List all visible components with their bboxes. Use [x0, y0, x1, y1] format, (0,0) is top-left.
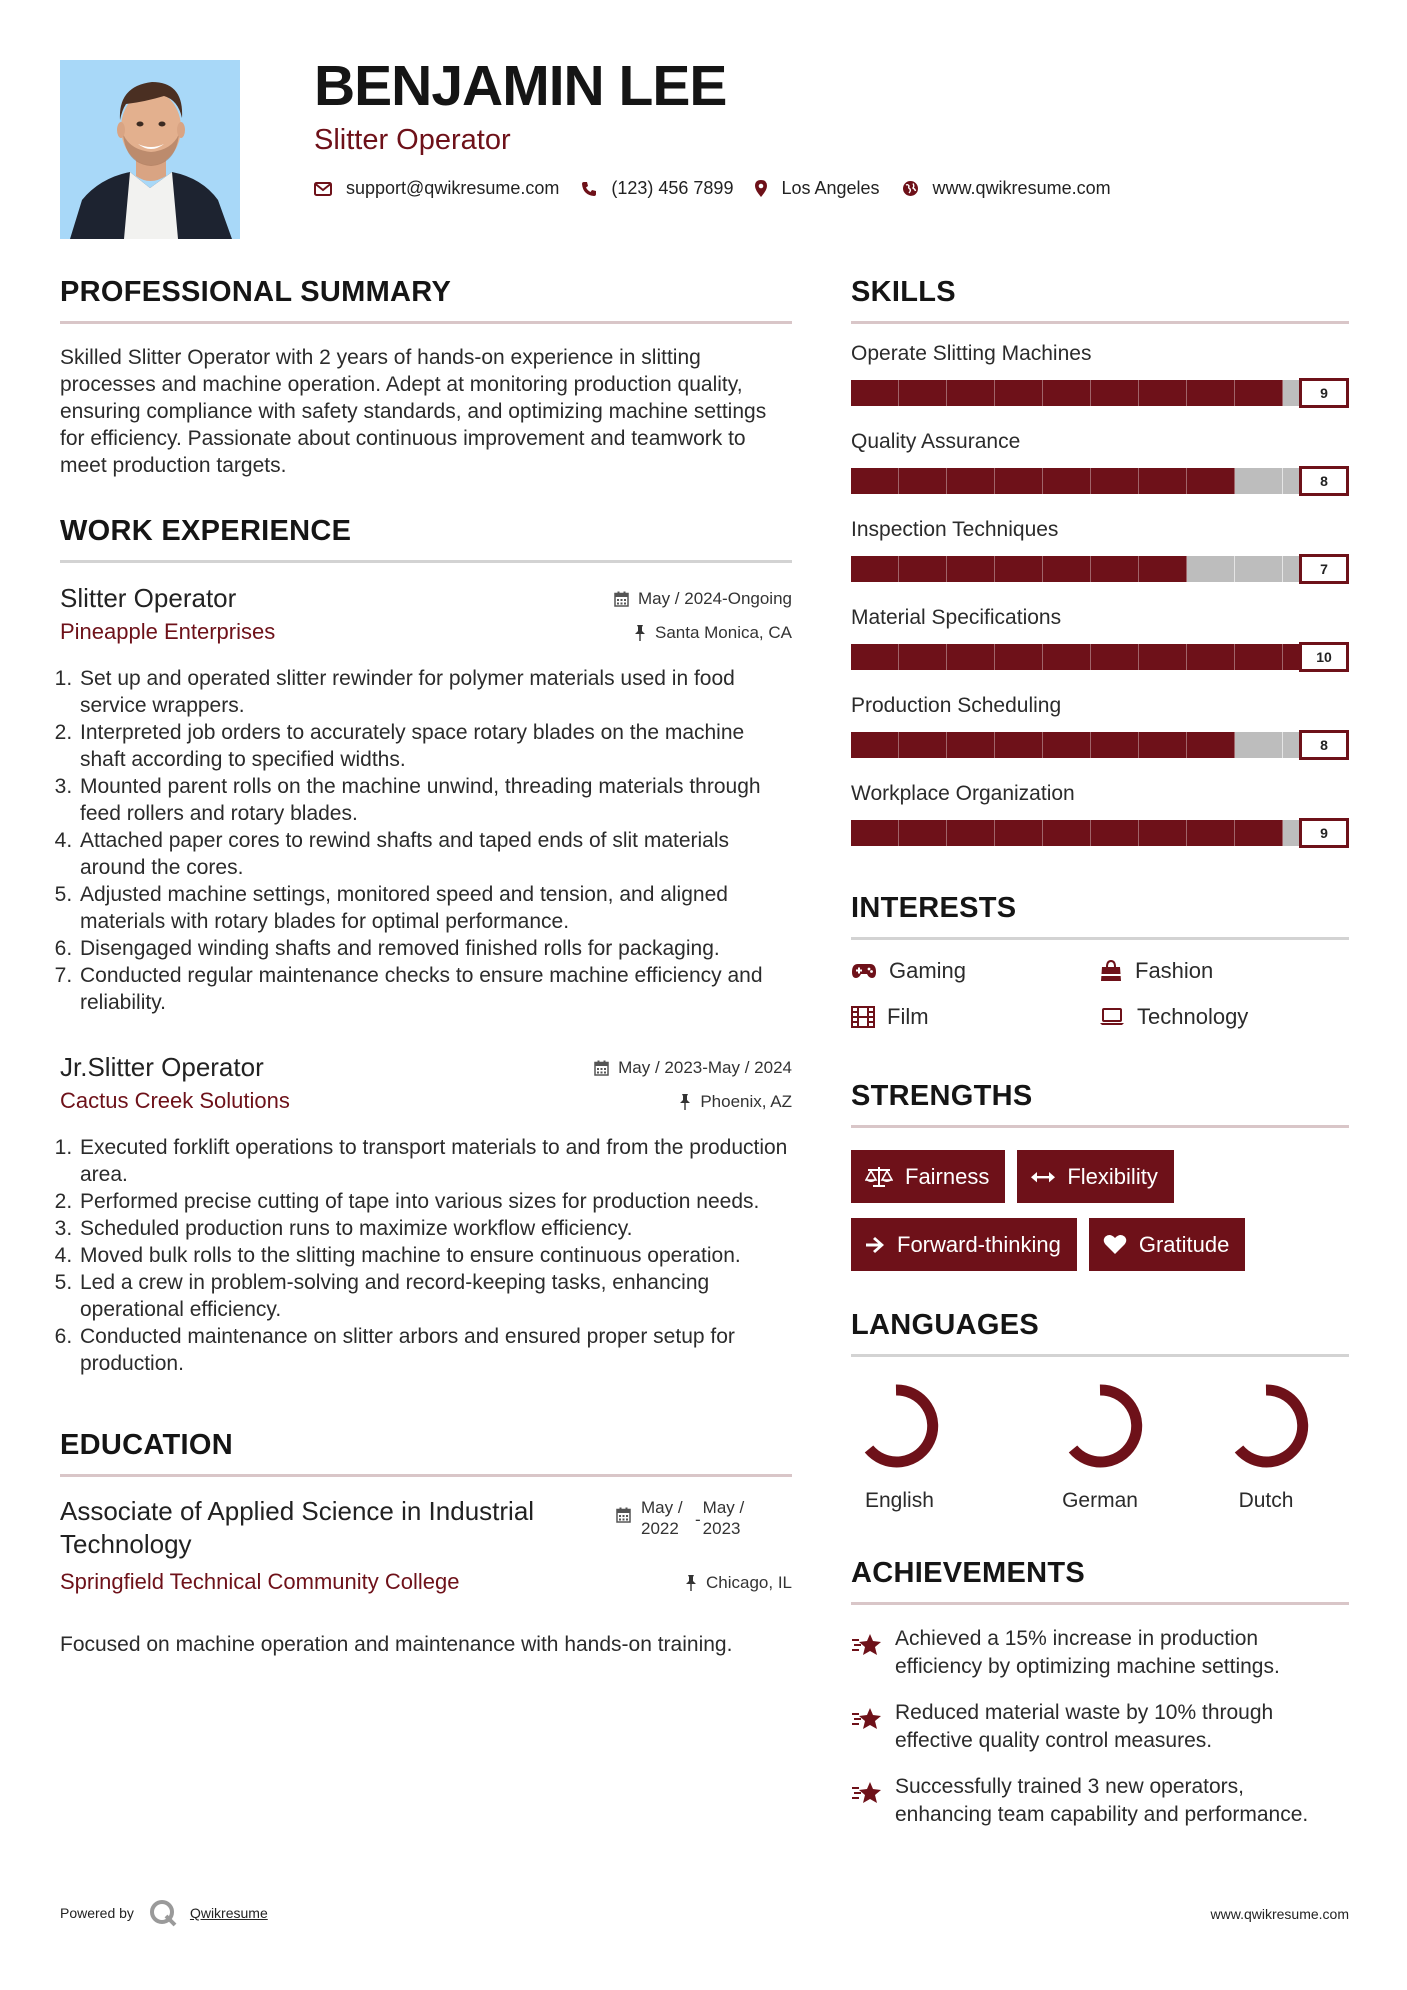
skills-list — [851, 342, 1349, 848]
strengths-section — [851, 1080, 1349, 1271]
duty-item: 5. Adjusted machine settings, monitored speed and tension, and aligned materials with rotary blades for optimal performance. — [78, 881, 792, 935]
education-description: Focused on machine operation and maintenance with hands-on training. — [60, 1633, 733, 1656]
start-year: 2022 — [641, 1519, 679, 1538]
languages-heading: LANGUAGES — [851, 1309, 1039, 1341]
skill-segment — [995, 468, 1043, 494]
skill-segment — [1235, 644, 1283, 670]
skill-segment — [1043, 644, 1091, 670]
skill-bar — [851, 730, 1349, 760]
skill-segment — [1187, 556, 1235, 582]
profile-photo — [60, 60, 240, 239]
skill-segment — [1091, 468, 1139, 494]
skill-track — [851, 820, 1331, 846]
job-date — [614, 589, 792, 609]
skill-bar — [851, 466, 1349, 496]
interest-item — [851, 1004, 1099, 1030]
skill-segment — [851, 380, 899, 406]
skill-segment — [1187, 820, 1235, 846]
skill-segment — [995, 732, 1043, 758]
skill-segment — [1235, 468, 1283, 494]
skill-name: Material Specifications — [851, 606, 1062, 629]
interest-label: Gaming — [889, 958, 967, 983]
shooting-star-icon — [851, 1631, 883, 1657]
skill-name: Quality Assurance — [851, 430, 1021, 453]
skill-segment — [851, 732, 899, 758]
interest-item — [851, 958, 1099, 984]
skill-level-badge: 8 — [1299, 466, 1349, 496]
strength-tag — [851, 1150, 1005, 1203]
skill-segment — [995, 820, 1043, 846]
skill-segment — [1139, 380, 1187, 406]
skill-item — [851, 606, 1349, 672]
duty-item: 3. Scheduled production runs to maximize workflow efficiency. — [78, 1215, 792, 1242]
skill-segment — [1139, 468, 1187, 494]
arrow-right-icon — [865, 1236, 885, 1254]
summary-section — [60, 276, 792, 479]
envelope-icon — [314, 182, 332, 196]
section-divider — [851, 321, 1349, 324]
strength-label: Fairness — [905, 1163, 990, 1189]
skill-segment — [1187, 380, 1235, 406]
education-date — [616, 1497, 744, 1539]
skill-segment — [947, 820, 995, 846]
skill-segment — [1139, 820, 1187, 846]
skill-segment — [899, 468, 947, 494]
job-company: Cactus Creek Solutions — [60, 1088, 290, 1113]
qwikresume-logo-icon — [148, 1898, 178, 1928]
school-name: Springfield Technical Community College — [60, 1569, 460, 1594]
interest-label: Film — [887, 1004, 929, 1029]
duty-item: 6. Disengaged winding shafts and removed finished rolls for packaging. — [78, 935, 792, 962]
strength-label: Gratitude — [1138, 1231, 1230, 1257]
shooting-star-icon — [851, 1705, 883, 1731]
pushpin-icon — [679, 1094, 691, 1110]
strengths-heading: STRENGTHS — [851, 1080, 1033, 1112]
skill-segment — [1235, 380, 1283, 406]
skill-name: Inspection Techniques — [851, 518, 1059, 541]
strength-label: Forward-thinking — [897, 1231, 1061, 1257]
experience-heading: WORK EXPERIENCE — [60, 515, 352, 547]
interests-heading: INTERESTS — [851, 892, 1017, 924]
duty-item: 3. Mounted parent rolls on the machine unwind, threading materials through feed rollers and rotary blades. — [78, 773, 792, 827]
language-proficiency-ring — [851, 1381, 941, 1471]
pushpin-icon — [634, 625, 646, 641]
skill-item — [851, 342, 1349, 408]
skill-track — [851, 644, 1331, 670]
duty-item: 2. Interpreted job orders to accurately space rotary blades on the machine shaft according to specified widths. — [78, 719, 792, 773]
section-divider — [60, 560, 792, 563]
language-item — [1017, 1381, 1183, 1513]
skill-segment — [1043, 468, 1091, 494]
skill-level-badge: 10 — [1299, 642, 1349, 672]
section-divider — [60, 321, 792, 324]
powered-by-text: Powered by — [60, 1905, 134, 1921]
achievement-text: Successfully trained 3 new operators, enhancing team capability and performance. — [895, 1775, 1309, 1826]
job-date — [594, 1058, 792, 1078]
duty-item: 7. Conducted regular maintenance checks to ensure machine efficiency and reliability. — [78, 962, 792, 1016]
skill-segment — [995, 644, 1043, 670]
skill-level-badge: 8 — [1299, 730, 1349, 760]
skill-level-badge: 9 — [1299, 818, 1349, 848]
laptop-icon — [1099, 1008, 1125, 1026]
skill-segment — [851, 556, 899, 582]
skill-segment — [1043, 820, 1091, 846]
skill-level-badge: 9 — [1299, 378, 1349, 408]
skill-segment — [1091, 820, 1139, 846]
section-divider — [851, 1602, 1349, 1605]
calendar-icon — [614, 591, 629, 607]
achievement-text: Achieved a 15% increase in production efficiency by optimizing machine settings. — [895, 1627, 1280, 1678]
contact-website[interactable] — [902, 178, 1111, 199]
contact-location — [755, 178, 879, 199]
phone-icon — [581, 181, 597, 197]
skill-segment — [1187, 468, 1235, 494]
language-proficiency-ring — [1221, 1381, 1311, 1471]
end-year: 2023 — [702, 1519, 741, 1538]
experience-section — [60, 515, 792, 1377]
skill-segment — [1139, 732, 1187, 758]
job-duties — [60, 1134, 792, 1377]
calendar-icon — [616, 1507, 631, 1523]
skill-segment — [1091, 380, 1139, 406]
summary-heading: PROFESSIONAL SUMMARY — [60, 276, 452, 308]
degree-title: Associate of Applied Science in Industrial Technology — [60, 1496, 535, 1559]
skill-item — [851, 518, 1349, 584]
skill-bar — [851, 642, 1349, 672]
duty-item: 5. Led a crew in problem-solving and record-keeping tasks, enhancing operational efficiency. — [78, 1269, 792, 1323]
contact-bar — [314, 178, 1133, 199]
languages-section — [851, 1309, 1349, 1513]
interest-item — [1099, 958, 1349, 984]
skill-segment — [995, 556, 1043, 582]
skills-heading: SKILLS — [851, 276, 956, 308]
website-text: www.qwikresume.com — [932, 178, 1111, 198]
skill-segment — [1235, 732, 1283, 758]
calendar-icon — [594, 1060, 609, 1076]
right-column — [851, 276, 1349, 1829]
skill-level-badge: 7 — [1299, 554, 1349, 584]
footer-powered-by — [60, 1898, 268, 1928]
duty-item: 1. Executed forklift operations to transport materials to and from the production area. — [78, 1134, 792, 1188]
job-date-text: May / 2023-May / 2024 — [618, 1058, 792, 1077]
skill-segment — [1091, 556, 1139, 582]
skill-segment — [1043, 732, 1091, 758]
education-section — [60, 1429, 792, 1658]
skill-segment — [1091, 732, 1139, 758]
skill-track — [851, 732, 1331, 758]
interest-label: Technology — [1137, 1004, 1249, 1029]
language-item — [1183, 1381, 1349, 1513]
skill-name: Production Scheduling — [851, 694, 1062, 717]
interests-section — [851, 892, 1349, 1030]
job-location-text: Santa Monica, CA — [654, 623, 792, 642]
skill-track — [851, 468, 1331, 494]
skill-segment — [1043, 556, 1091, 582]
achievement-item — [851, 1773, 1349, 1829]
end-month: May / — [702, 1498, 745, 1517]
location-text: Los Angeles — [781, 178, 880, 198]
map-pin-icon — [755, 180, 767, 197]
job-location-text: Phoenix, AZ — [700, 1092, 792, 1111]
pushpin-icon — [685, 1575, 697, 1591]
strength-tag — [1017, 1150, 1173, 1203]
start-month: May / — [641, 1498, 683, 1517]
skill-segment — [899, 556, 947, 582]
job-location — [679, 1092, 792, 1112]
achievements-section — [851, 1557, 1349, 1829]
education-heading: EDUCATION — [60, 1429, 233, 1461]
language-item — [851, 1381, 1017, 1513]
skill-segment — [1187, 644, 1235, 670]
skill-segment — [1187, 732, 1235, 758]
duty-item: 1. Set up and operated slitter rewinder for polymer materials used in food service wrappers. — [78, 665, 792, 719]
skill-track — [851, 556, 1331, 582]
shooting-star-icon — [851, 1779, 883, 1805]
skill-item — [851, 694, 1349, 760]
skill-segment — [1091, 644, 1139, 670]
summary-text: Skilled Slitter Operator with 2 years of hands-on experience in slitting processes and machine operation. Adept at monitoring production quality, ensuring compliance with safety standards, and optimizing machine settings for efficiency. Passionate about continuous improvement and teamwork to meet production targets. — [60, 346, 767, 477]
person-portrait — [60, 60, 240, 239]
footer-website[interactable]: www.qwikresume.com — [1210, 1906, 1349, 1922]
skill-bar — [851, 818, 1349, 848]
skill-segment — [899, 380, 947, 406]
strength-label: Flexibility — [1067, 1163, 1158, 1189]
arrows-horizontal-icon — [1031, 1171, 1055, 1183]
skill-item — [851, 430, 1349, 496]
film-icon — [851, 1006, 875, 1028]
job-entry — [60, 1052, 792, 1377]
skill-bar — [851, 554, 1349, 584]
phone-text: (123) 456 7899 — [611, 178, 734, 198]
duty-item: 2. Performed precise cutting of tape into various sizes for production needs. — [78, 1188, 792, 1215]
achievement-item — [851, 1699, 1349, 1755]
language-label: Dutch — [1238, 1489, 1294, 1512]
heart-icon — [1103, 1234, 1127, 1255]
strength-tag — [851, 1218, 1077, 1271]
contact-phone[interactable] — [581, 178, 733, 199]
date-separator: - — [695, 1510, 701, 1529]
interest-item — [1099, 1004, 1349, 1030]
language-label: German — [1062, 1489, 1138, 1512]
skill-segment — [851, 644, 899, 670]
skill-segment — [899, 820, 947, 846]
strengths-tags — [851, 1150, 1281, 1271]
section-divider — [851, 937, 1349, 940]
interests-grid — [851, 958, 1349, 1030]
skill-segment — [947, 556, 995, 582]
skill-name: Workplace Organization — [851, 782, 1075, 805]
skill-segment — [947, 380, 995, 406]
job-date-text: May / 2024-Ongoing — [637, 589, 792, 608]
globe-icon — [902, 180, 919, 197]
achievement-item — [851, 1625, 1349, 1681]
skill-segment — [899, 644, 947, 670]
education-location-text: Chicago, IL — [706, 1573, 792, 1592]
skill-segment — [947, 468, 995, 494]
job-duties — [60, 665, 792, 1016]
job-location — [634, 623, 792, 643]
skill-segment — [1139, 644, 1187, 670]
job-role: Jr.Slitter Operator — [60, 1052, 264, 1082]
languages-list — [851, 1381, 1349, 1513]
skill-bar — [851, 378, 1349, 408]
section-divider — [60, 1474, 792, 1477]
job-company: Pineapple Enterprises — [60, 619, 276, 644]
brand-link[interactable]: Qwikresume — [189, 1905, 268, 1921]
duty-item: 4. Moved bulk rolls to the slitting machine to ensure continuous operation. — [78, 1242, 792, 1269]
skill-segment — [851, 820, 899, 846]
achievements-heading: ACHIEVEMENTS — [851, 1557, 1086, 1589]
skill-segment — [995, 380, 1043, 406]
job-entry — [60, 583, 792, 1016]
duty-item: 6. Conducted maintenance on slitter arbors and ensured proper setup for production. — [78, 1323, 792, 1377]
achievement-text: Reduced material waste by 10% through effective quality control measures. — [895, 1701, 1274, 1752]
interest-label: Fashion — [1135, 958, 1214, 983]
skill-name: Operate Slitting Machines — [851, 342, 1092, 365]
section-divider — [851, 1354, 1349, 1357]
skill-segment — [947, 644, 995, 670]
skill-segment — [1043, 380, 1091, 406]
strength-tag — [1089, 1218, 1246, 1271]
shopping-bag-icon — [1099, 959, 1123, 983]
duty-item: 4. Attached paper cores to rewind shafts and taped ends of slit materials around the cores. — [78, 827, 792, 881]
email-text: support@qwikresume.com — [346, 178, 560, 198]
skill-segment — [1235, 820, 1283, 846]
skill-segment — [1235, 556, 1283, 582]
language-label: English — [865, 1489, 934, 1512]
skill-segment — [899, 732, 947, 758]
left-column — [60, 276, 792, 1658]
contact-email[interactable] — [314, 178, 559, 199]
skill-item — [851, 782, 1349, 848]
skills-section — [851, 276, 1349, 848]
candidate-name: BENJAMIN LEE — [314, 54, 727, 118]
education-location — [685, 1573, 792, 1593]
gamepad-icon — [851, 963, 877, 979]
skill-segment — [1139, 556, 1187, 582]
balance-scale-icon — [865, 1166, 893, 1188]
job-role: Slitter Operator — [60, 583, 237, 613]
section-divider — [851, 1125, 1349, 1128]
skill-track — [851, 380, 1331, 406]
skill-segment — [947, 732, 995, 758]
candidate-title: Slitter Operator — [314, 124, 511, 156]
language-proficiency-ring — [1055, 1381, 1145, 1471]
skill-segment — [851, 468, 899, 494]
